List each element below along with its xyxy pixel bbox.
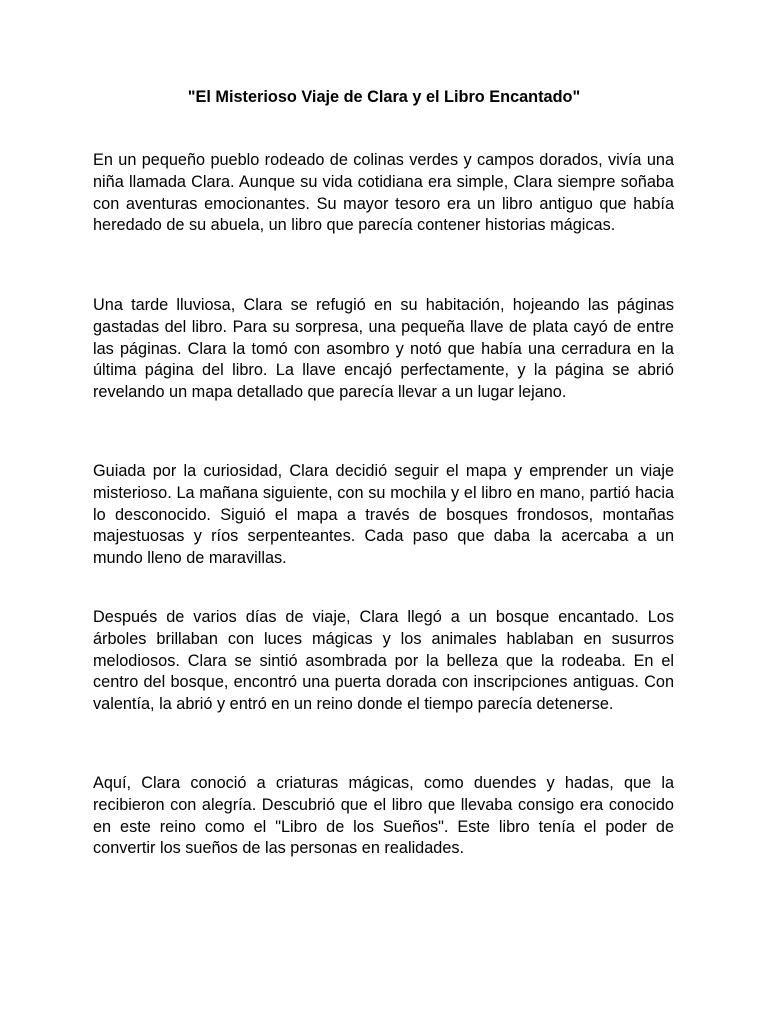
paragraph-1: En un pequeño pueblo rodeado de colinas verdes y campos dorados, vivía una niña llamada Clara. Aunque su vida cotidiana era simple, Clara siempre soñaba con aventuras emocionantes. Su mayor tesoro era un libro antiguo que había heredado de su abuela, un libro que parecía contener historias mágicas.: [93, 151, 674, 235]
paragraph-2: Una tarde lluviosa, Clara se refugió en su habitación, hojeando las páginas gastadas del libro. Para su sorpresa, una pequeña llave de plata cayó de entre las páginas. Clara la tomó con asombro y notó que había una cerradura en la última página del libro. La llave encajó perfectamente, y la página se abrió revelando un mapa detallado que parecía llevar a un lugar lejano.: [93, 296, 674, 402]
paragraph-3: Guiada por la curiosidad, Clara decidió seguir el mapa y emprender un viaje misterioso. La mañana siguiente, con su mochila y el libro en mano, partió hacia lo desconocido. Siguió el mapa a través de bosques frondosos, montañas majestuosas y ríos serpenteantes. Cada paso que daba la acercaba a un mundo lleno de maravillas.: [93, 462, 674, 568]
document-title: "El Misterioso Viaje de Clara y el Libro Encantado": [187, 88, 581, 106]
paragraph-4: Después de varios días de viaje, Clara llegó a un bosque encantado. Los árboles brillaban con luces mágicas y los animales hablaban en susurros melodiosos. Clara se sintió asombrada por la belleza que la rodeaba. En el centro del bosque, encontró una puerta dorada con inscripciones antiguas. Con valentía, la abrió y entró en un reino donde el tiempo parecía detenerse.: [93, 608, 674, 714]
paragraph-5: Aquí, Clara conoció a criaturas mágicas, como duendes y hadas, que la recibieron con alegría. Descubrió que el libro que llevaba consigo era conocido en este reino como el "Libro de los Sueños". Este libro tenía el poder de convertir los sueños de las personas en realidades.: [93, 774, 674, 858]
